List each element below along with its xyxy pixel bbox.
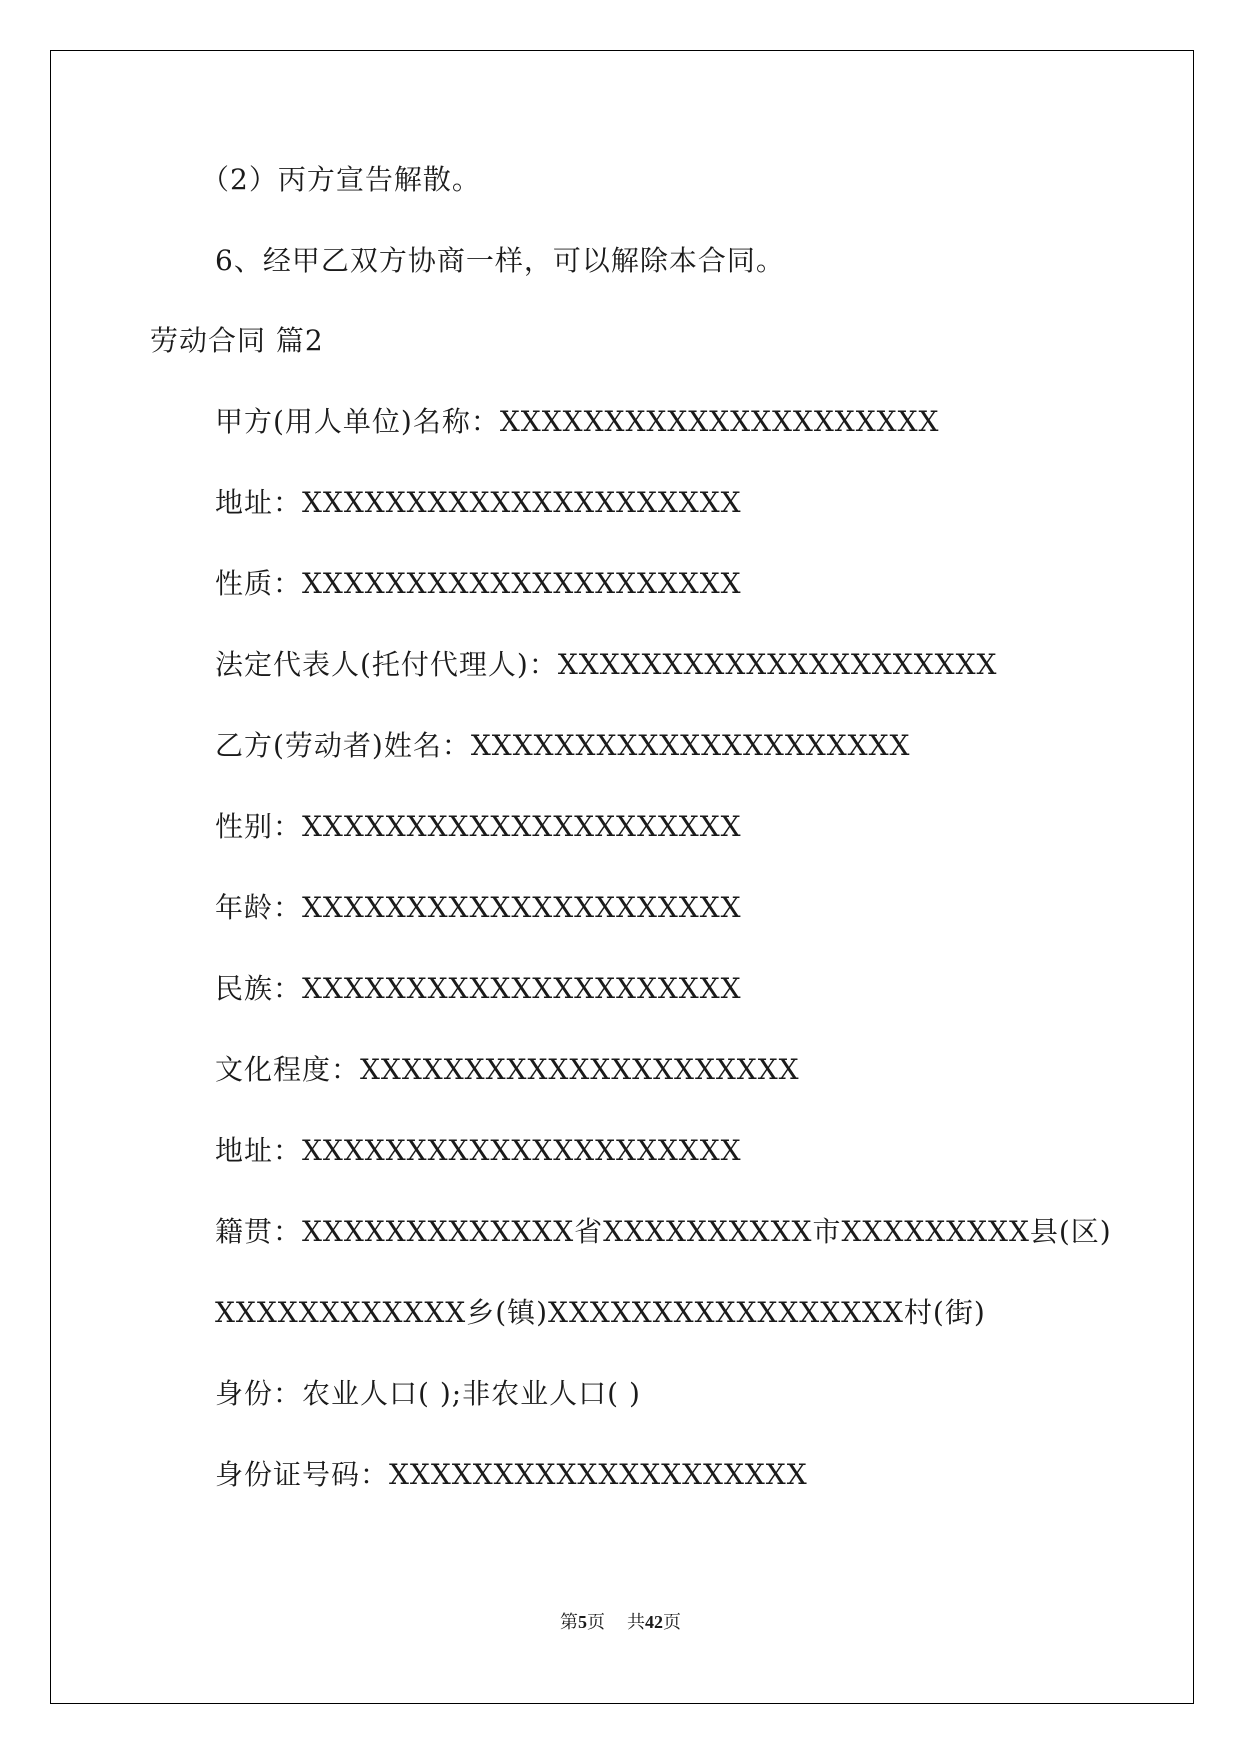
field-ethnicity: 民族：XXXXXXXXXXXXXXXXXXXXX bbox=[215, 972, 742, 1005]
field-id-number: 身份证号码：XXXXXXXXXXXXXXXXXXXX bbox=[215, 1458, 808, 1491]
field-employer-nature: 性质：XXXXXXXXXXXXXXXXXXXXX bbox=[215, 567, 742, 600]
field-employee-name: 乙方(劳动者)姓名：XXXXXXXXXXXXXXXXXXXXX bbox=[215, 729, 911, 762]
field-education: 文化程度：XXXXXXXXXXXXXXXXXXXXX bbox=[215, 1053, 800, 1086]
field-legal-representative: 法定代表人(托付代理人)：XXXXXXXXXXXXXXXXXXXXX bbox=[215, 648, 998, 681]
section-heading: 劳动合同 篇2 bbox=[150, 324, 324, 357]
field-native-place: 籍贯：XXXXXXXXXXXXX省XXXXXXXXXX市XXXXXXXXX县(区) bbox=[215, 1215, 1112, 1248]
footer-total-suffix: 页 bbox=[663, 1612, 681, 1632]
footer-page-prefix: 第 bbox=[560, 1612, 578, 1632]
field-household-status: 身份：农业人口( );非农业人口( ) bbox=[215, 1377, 641, 1410]
field-native-place-continued: XXXXXXXXXXXX乡(镇)XXXXXXXXXXXXXXXXX村(街) bbox=[215, 1296, 986, 1329]
field-age: 年龄：XXXXXXXXXXXXXXXXXXXXX bbox=[215, 891, 742, 924]
page-footer bbox=[0, 1608, 1241, 1634]
field-gender: 性别：XXXXXXXXXXXXXXXXXXXXX bbox=[215, 810, 742, 843]
field-employer-name: 甲方(用人单位)名称：XXXXXXXXXXXXXXXXXXXXX bbox=[215, 405, 940, 438]
field-employer-address: 地址：XXXXXXXXXXXXXXXXXXXXX bbox=[215, 486, 742, 519]
footer-page-suffix: 页 bbox=[587, 1612, 605, 1632]
footer-total-pages: 42 bbox=[645, 1612, 663, 1632]
clause-6: 6、经甲乙双方协商一样，可以解除本合同。 bbox=[215, 244, 785, 277]
field-employee-address: 地址：XXXXXXXXXXXXXXXXXXXXX bbox=[215, 1134, 742, 1167]
clause-item-2: （2）丙方宣告解散。 bbox=[201, 163, 481, 196]
footer-total-prefix: 共 bbox=[627, 1612, 645, 1632]
footer-page-number: 5 bbox=[578, 1612, 587, 1632]
page-border bbox=[50, 50, 1194, 1704]
